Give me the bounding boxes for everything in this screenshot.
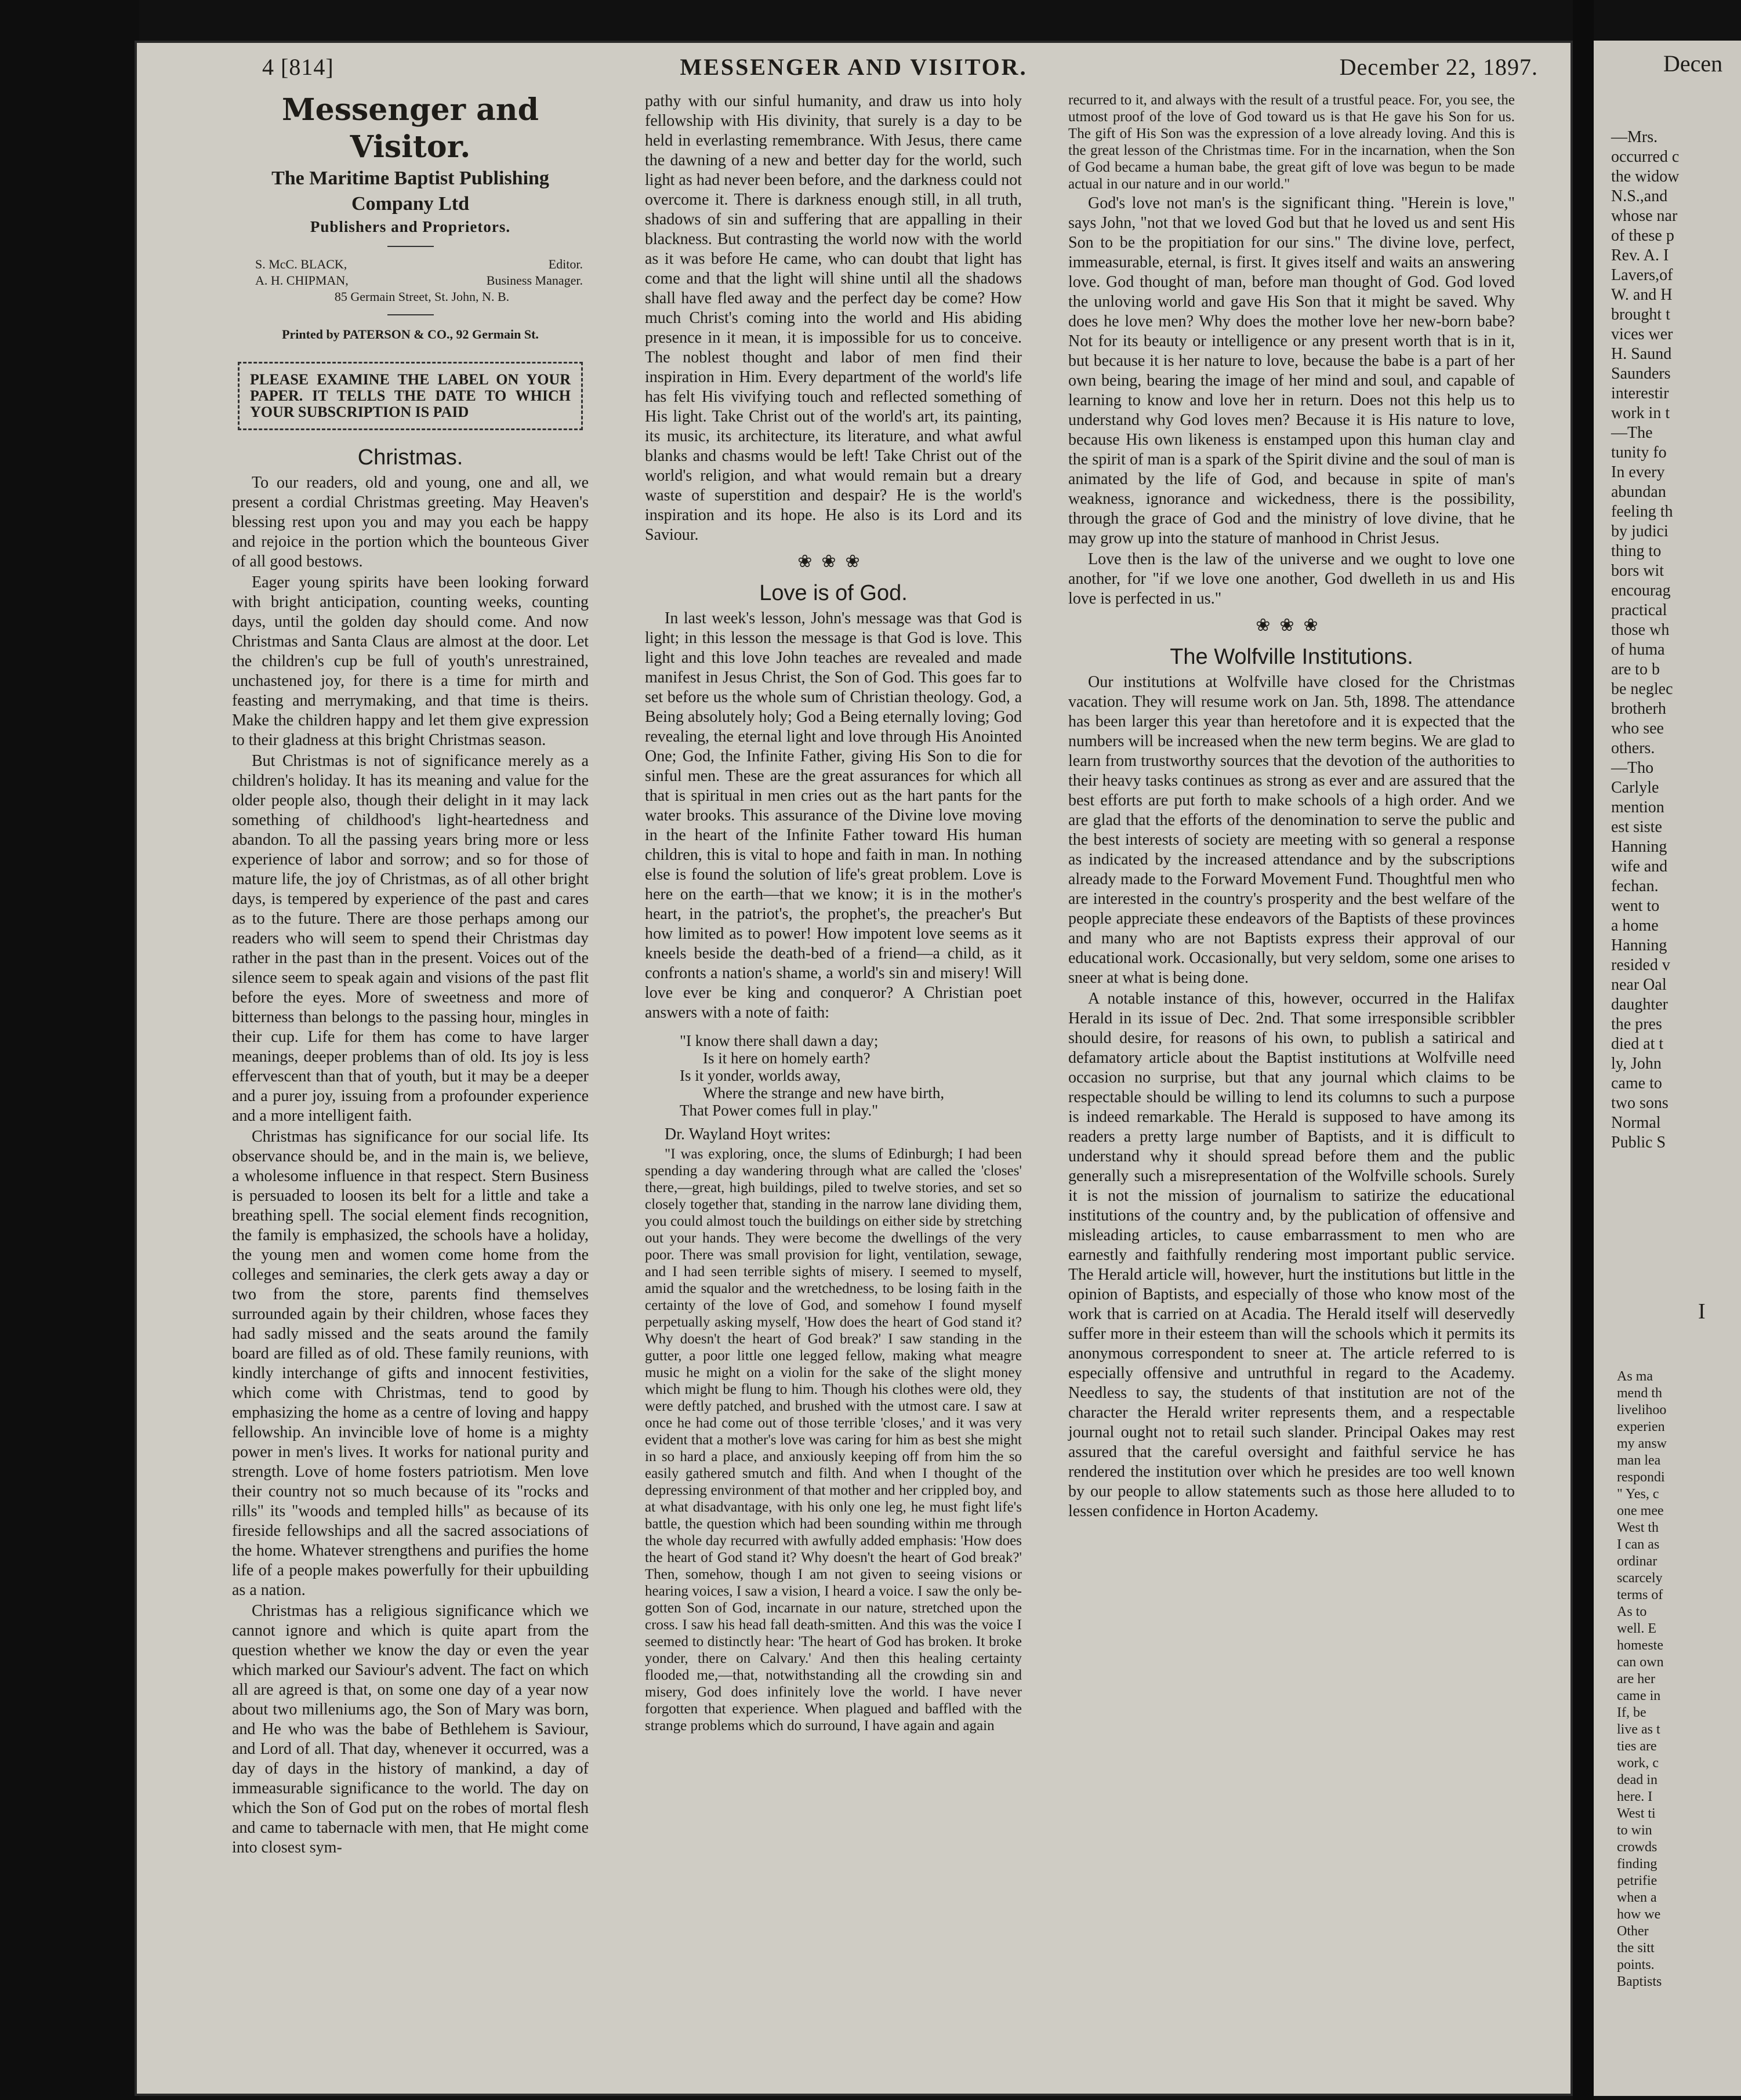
paper-title: Messenger and Visitor. xyxy=(282,92,539,165)
adjacent-line: Other xyxy=(1617,1924,1649,1939)
adjacent-line: wife and xyxy=(1611,858,1668,875)
adjacent-line: finding xyxy=(1617,1856,1657,1872)
adjacent-line: died at t xyxy=(1611,1035,1664,1053)
section-ornament: ❀❀❀ xyxy=(797,552,869,571)
adjacent-line: bors wit xyxy=(1611,562,1664,580)
adjacent-line: West ti xyxy=(1617,1806,1656,1821)
article-title-christmas: Christmas. xyxy=(357,445,463,470)
divider xyxy=(387,314,434,315)
adjacent-line: ordinar xyxy=(1617,1554,1657,1569)
adjacent-line: whose nar xyxy=(1611,207,1678,225)
adjacent-line: I can as xyxy=(1617,1537,1660,1552)
adjacent-line: est siste xyxy=(1611,818,1662,836)
page-number: 4 [814] xyxy=(262,54,334,80)
adjacent-line: terms of xyxy=(1617,1587,1663,1603)
paragraph: Christmas has significance for our social life. Its observance should be, and in the main is, we believe, a wholesome influence in that respect. Stern Business is persuaded to loosen its belt for a little and take a breathing spell. The social element finds recognition, the family is emphasized, the schools have a holiday, the young men and women come home from the colleges and seminaries, the clerk gets away a day or two from the store, parents find themselves surrounded again by their children, whose faces they had sadly missed and the seats around the family board are filled as of old. These family reunions, with kindly interchange of gifts and innocent festivities, which come with Christmas, tend to good by emphasizing the home as a centre of loving and happy fellowship. An invincible love of home is a mighty power in men's lives. It works for national purity and strength. Love of home fosters patriotism. Men love their country not so much because of its "rocks and rills" its "woods and templed hills" as because of its fireside fellowships and all the sacred associations of the home. Whatever strengthens and purifies the home life of a people makes powerfully for their upbuilding as a nation. xyxy=(232,1128,589,1599)
quotation-continued: recurred to it, and always with the result of a trustful peace. For, you see, the utmost proof of the love of God toward us is that He gave his Son for us. The gift of His Son was the expression of a love already loving. And this is the great lesson of the Christmas time. For in the incarnation, when the Son of God became a human babe, the great gift of love was begun to be made actual in our nature and in our world." xyxy=(1068,92,1515,192)
adjacent-line: by judici xyxy=(1611,522,1669,540)
column-3 xyxy=(1068,92,1515,1523)
editor-role: Editor. xyxy=(548,257,583,271)
paragraph: In last week's lesson, John's message was that God is light; in this lesson the message is that God is love. This light and this love John teaches are revealed and made manifest in Jesus Christ, the Son of God. This goes far to set before us the whole sum of Christian theology. God, a Being absolutely holy; God a Being eternally loving; God revealing, the eternal light and love through His Anointed One; God, the Infinite Father, giving His Son to die for sinful men. These are the great assurances for which all that is spiritual in men cries out as the hart pants for the water brooks. This assurance of the Divine love moving in the heart of the Infinite Father toward His human children, this is vital to hope and faith in man. In nothing else is found the solution of life's great problem. Love is here on the earth—that we know; it is in the mother's heart, in the patriot's, the prophet's, the preacher's But how limited as to power! How impotent love seems as it kneels beside the death-bed of a friend—a child, as it confronts a nation's shame, a world's sin and misery! Will love ever be king and conqueror? A Christian poet answers with a note of faith: xyxy=(645,609,1022,1022)
paragraph: Love then is the law of the universe and we ought to love one another, for "if we love one another, God dwelleth in us and His love is perfected in us." xyxy=(1068,550,1515,608)
section-ornament: ❀❀❀ xyxy=(1256,616,1327,635)
adjacent-line: man lea xyxy=(1617,1453,1661,1468)
manager-role: Business Manager. xyxy=(486,273,583,288)
adjacent-line: W. and H xyxy=(1611,286,1673,304)
adjacent-line: of these p xyxy=(1611,227,1674,245)
adjacent-line: when a xyxy=(1617,1890,1657,1905)
adjacent-line: well. E xyxy=(1617,1621,1656,1636)
paragraph: God's love not man's is the significant thing. "Herein is love," says John, "not that we loved God but that he loved us and sent His Son to be the propitiation for our sins." The divine love, perfect, immeasurable, eternal, is first. It gives itself and waits an answering love. God thought of man, before man thought of God. God loved the unloving world and gave His Son that it might be saved. Why does he love men? Why does the mother love her new-born babe? Not for its beauty or intelligence or any present worth that is in it, but because it is her nature to love, because the babe is a part of her own being, bearing the image of her mind and soul, and capable of learning to know and love her in return. Does not this help us to understand why God loves men? Because it is His nature to love, because His own likeness is enstamped upon this human clay and the spirit of man is a spark of the Spirit divine and the soul of man is animated by the life of God, and because in spite of man's weakness, ignorance and wickedness, there is the possibility, through the grace of God and the ministry of love divine, that he may grow up into the stature of manhood in Christ Jesus. xyxy=(1068,194,1515,547)
running-header xyxy=(135,45,1573,86)
poem-line: That Power comes full in play." xyxy=(680,1102,879,1119)
newspaper-page xyxy=(135,41,1573,2096)
adjacent-line: who see xyxy=(1611,720,1664,737)
adjacent-line: are to b xyxy=(1611,660,1660,678)
paragraph: Christmas has a religious significance which we cannot ignore and which is quite apart from the question whether we know the day or even the year which marked our Saviour's advent. The fact on which all are agreed is that, on some one day of a year now about two milleniums ago, the Son of Mary was born, and He who was the babe of Bethlehem is Saviour, and Lord of all. That day, whenever it occurred, was a day of days in the history of mankind, a day of immeasurable significance to the world. The day on which the Son of God put on the robes of mortal flesh and came to tabernacle with men, that He might come into closest sym- xyxy=(232,1602,589,1856)
printer-line: Printed by PATERSON & CO., 92 Germain St. xyxy=(282,327,539,341)
adjacent-line: interestir xyxy=(1611,384,1669,402)
adjacent-line: thing to xyxy=(1611,542,1662,560)
adjacent-line: As ma xyxy=(1617,1369,1653,1384)
adjacent-line: brotherh xyxy=(1611,700,1666,718)
adjacent-line: one mee xyxy=(1617,1503,1664,1518)
adjacent-column-small xyxy=(1617,1368,1741,1990)
adjacent-line: N.S.,and xyxy=(1611,187,1668,205)
adjacent-line: Hanning xyxy=(1611,838,1667,856)
adjacent-line: practical xyxy=(1611,601,1667,619)
adjacent-line: encourag xyxy=(1611,582,1671,600)
adjacent-line: points. xyxy=(1617,1957,1655,1972)
adjacent-line: scarcely xyxy=(1617,1571,1663,1586)
adjacent-line: livelihoo xyxy=(1617,1403,1667,1418)
paragraph-continued: pathy with our sinful humanity, and draw us into holy fellowship with His divinity, that surely is a day to be held in everlasting remembrance. With Jesus, there came the dawning of a new and better day for the world, such light as had never been before, and the darkness could not overcome it. There is darkness enough still, in all truth, shadows of sin and suffering that are appalling in their blackness. But contrasting the world now with the world as it was before He came, who can doubt that light has come and that the light will shine until all the shadows shall have fled away and the perfect day be come? How much Christ's coming into the world and His abiding presence in it mean, it is impossible for us to conceive. The noblest thought and labor of men find their inspiration in Him. Every department of the world's life has felt His vivifying touch and reflected something of His light. Take Christ out of the world's art, its painting, its music, its architecture, its literature, and what awful blanks and chasms would be left! Take Christ out of the world's religion, and what would remain but a dreary waste of superstition and despair? He is the world's inspiration and its hope. He also is its Lord and its Saviour. xyxy=(645,92,1022,544)
adjacent-line: those wh xyxy=(1611,621,1670,639)
adjacent-line: —The xyxy=(1611,424,1653,442)
article-title-wolfville: The Wolfville Institutions. xyxy=(1170,645,1413,669)
subscription-notice: PLEASE EXAMINE THE LABEL ON YOUR PAPER. IT TELLS THE DATE TO WHICH YOUR SUBSCRIPTION IS PAID xyxy=(238,362,583,430)
adjacent-line: dead in xyxy=(1617,1772,1657,1787)
adjacent-line: H. Saund xyxy=(1611,345,1672,363)
adjacent-line: " Yes, c xyxy=(1617,1487,1659,1502)
editor-name: S. McC. BLACK, xyxy=(255,257,347,271)
adjacent-line: Lavers,of xyxy=(1611,266,1673,284)
column-1 xyxy=(232,92,589,1859)
adjacent-line: fechan. xyxy=(1611,877,1659,895)
adjacent-line: resided v xyxy=(1611,956,1670,974)
adjacent-line: petrifie xyxy=(1617,1873,1657,1888)
adjacent-line: Saunders xyxy=(1611,365,1671,383)
adjacent-line: —Mrs. xyxy=(1611,128,1658,146)
adjacent-line: work, c xyxy=(1617,1756,1659,1771)
adjacent-line: live as t xyxy=(1617,1722,1660,1737)
adjacent-line: went to xyxy=(1611,897,1660,915)
publishers-line: Publishers and Proprietors. xyxy=(310,218,511,235)
adjacent-line: near Oal xyxy=(1611,976,1667,994)
adjacent-line: work in t xyxy=(1611,404,1670,422)
adjacent-line: Hanning xyxy=(1611,936,1667,954)
adjacent-line: experien xyxy=(1617,1419,1665,1434)
adjacent-line: In every xyxy=(1611,463,1665,481)
adjacent-line: occurred c xyxy=(1611,148,1680,166)
adjacent-line: Carlyle xyxy=(1611,779,1659,797)
adjacent-line: be neglec xyxy=(1611,680,1673,698)
adjacent-line: the widow xyxy=(1611,168,1680,186)
adjacent-line: If, be xyxy=(1617,1705,1646,1720)
paragraph: But Christmas is not of significance merely as a children's holiday. It has its meaning and value for the older people also, though their delight in it may lack something of childhood's light-heartedness and abandon. To all the passing years bring more or less experience of labor and sorrow; and so for those of mature life, the joy of Christmas, as of all other bright days, is tempered by experience of the past and cares as to the future. There are those perhaps among our readers who will seem to spend their Christmas day rather in the past than in the present. Voices out of the silence seem to speak again and visions of the past flit before the eyes. More of sweetness and more of bitterness than belongs to the passing hour, mingles in their cup. Life for them has come to have larger meanings, deeper problems than of old. Its joy is less effervescent than that of youth, but it may be a deeper and a purer joy, issuing from a profounder experience and a more intelligent faith. xyxy=(232,752,589,1125)
adjacent-line: Baptists xyxy=(1617,1974,1662,1989)
paragraph: Our institutions at Wolfville have closed for the Christmas vacation. They will resume work on Jan. 5th, 1898. The attendance has been larger this year than heretofore and it is expected that the numbers will be increased when the new term begins. We are glad to learn from trustworthy sources that the devotion of the authorities to their heavy tasks continues as strong as ever and are assured that the best efforts are put forth to make schools of a high order. And we are glad that the efforts of the denomination to serve the public and the best interests of society are meeting with so general a response as indicated by the increased attendance and by the subscriptions already made to the Forward Movement Fund. Thoughtful men who are interested in the country's prosperity and the best welfare of the people appreciate these endeavors of the Baptists of these provinces and many who are not Baptists express their approval of our educational work. Occasionally, but very seldom, some one arises to sneer at what is being done. xyxy=(1068,673,1515,987)
adjacent-line: Rev. A. I xyxy=(1611,246,1669,264)
adjacent-line: ly, John xyxy=(1611,1055,1662,1073)
adjacent-line: tunity fo xyxy=(1611,444,1667,462)
adjacent-line: brought t xyxy=(1611,306,1670,324)
adjacent-line: As to xyxy=(1617,1604,1647,1619)
adjacent-line: the pres xyxy=(1611,1015,1662,1033)
adjacent-line: daughter xyxy=(1611,995,1668,1013)
adjacent-line: how we xyxy=(1617,1907,1661,1922)
adjacent-line: abundan xyxy=(1611,483,1666,501)
manager-name: A. H. CHIPMAN, xyxy=(255,273,349,288)
adjacent-line: can own xyxy=(1617,1655,1664,1670)
adjacent-line: vices wer xyxy=(1611,325,1673,343)
adjacent-line: two sons xyxy=(1611,1094,1669,1112)
adjacent-line: West th xyxy=(1617,1520,1659,1535)
paragraph: To our readers, old and young, one and all, we present a cordial Christmas greeting. May Heaven's blessing rest upon you and may you each be happy and rejoice in the portion which the bounteous Giver of all good bestows. xyxy=(232,474,589,571)
poem xyxy=(680,1032,1022,1119)
adjacent-line: others. xyxy=(1611,739,1655,757)
adjacent-line: my answ xyxy=(1617,1436,1667,1451)
adjacent-line: crowds xyxy=(1617,1840,1657,1855)
adjacent-line: came to xyxy=(1611,1074,1662,1092)
adjacent-page-fragment xyxy=(1594,41,1741,2096)
adjacent-line: mention xyxy=(1611,798,1664,816)
adjacent-line: ties are xyxy=(1617,1739,1657,1754)
running-title: MESSENGER AND VISITOR. xyxy=(680,54,1028,80)
paragraph: A notable instance of this, however, occurred in the Halifax Herald in its issue of Dec. 2nd. That some irresponsible scribbler should desire, for reasons of his own, to publish a satirical and defamatory article about the Baptist institutions at Wolfville need occasion no surprise, but that any journal which claims to be respectable should be willing to lend its columns to such a purpose is indeed remarkable. The Herald is supposed to have among its readers a pretty large number of Baptists, and it is difficult to understand why it should spread before them and the public generally such a misrepresentation of the Wolfville schools. Surely it is not the mission of journalism to satirize the educational institutions of the country and, by the publication of offensive and misleading articles, to cause embarrassment to men who are earnestly and faithfully rendering most important public service. The Herald article will, however, hurt the institutions but little in the opinion of Baptists, and especially of those who know most of the work that is carried on at Acadia. The Herald itself will deservedly suffer more in their esteem than will the schools which it permits its anonymous correspondent to sneer at. The article referred to is especially offensive and untruthful in regard to the Academy. Needless to say, the students of that institution are not of the character the Herald writer represents them, and a respectable journal ought not to retail such slander. Principal Oakes may rest assured that the careful oversight and faithful service he has rendered the institution over which he presides are too well known by our people to allow statements such as those here alluded to to lessen confidence in Horton Academy. xyxy=(1068,990,1515,1520)
adjacent-header: Decen xyxy=(1663,50,1723,77)
quotation: "I was exploring, once, the slums of Edinburgh; I had been spending a day wandering through what are called the 'closes' there,—great, high buildings, piled to twelve stories, and set so closely together that, standing in the narrow lane dividing them, you could almost touch the buildings on either side by stretching out your hands. They were become the dwellings of the very poor. There was small provision for light, ventilation, sewage, and I had seen terrible sights of misery. I seemed to myself, amid the squalor and the wretchedness, to be losing faith in the certainty of the love of God, and somehow I found myself perpetually asking myself, 'How does the heart of God stand it? Why doesn't the heart of God break?' I saw standing in the gutter, a poor little one legged fellow, making what meagre music he might on a violin for the sake of the slight money which might be flung to him. Though his clothes were old, they were deftly patched, and brushed with the utmost care. I saw at once he had come out of those terrible 'closes,' and it was very evident that a mother's love was caring for him as best she might in so hard a place, and anxiously keeping off from him the so easily gathered smutch and filth. And when I thought of the depressing environment of that mother and her crippled boy, and at what disadvantage, with his only one leg, he must fight life's battle, the question which had been sounding within me through the whole day recurred with awfully added emphasis: 'How does the heart of God stand it? Why doesn't the heart of God break?' Then, somehow, though I am not given to seeing visions or hearing voices, I saw a vision, I heard a voice. I saw the only be-gotten Son of God, incarnate in our nature, stretched upon the cross. I saw his head fall death-smitten. And this was the voice I seemed to distinctly hear: 'The heart of God has broken. It broke yonder, there on Calvary.' And then this healing certainty flooded me,—that, notwithstanding all the crowding sin and misery, God does infinitely love the world. I have never forgotten that experience. When plagued and baffled with the strange problems which do surround, I have again and again xyxy=(645,1146,1022,1734)
adjacent-column xyxy=(1611,128,1741,1153)
adjacent-line: are her xyxy=(1617,1672,1655,1687)
adjacent-line: mend th xyxy=(1617,1386,1662,1401)
adjacent-line: respondi xyxy=(1617,1470,1665,1485)
poem-line: Where the strange and new have birth, xyxy=(703,1084,945,1102)
divider xyxy=(387,246,434,247)
scan-border xyxy=(0,0,139,2100)
paragraph: Eager young spirits have been looking forward with bright anticipation, counting weeks, counting days, until the golden day should come. And now Christmas and Santa Claus are almost at the door. Let the children's cup be full of youth's unrestrained, unchastened joy, for there is a time for mirth and feasting and merrymaking, and that time is theirs. Make the children happy and let them give expression to their gladness at this bright Christmas season. xyxy=(232,573,589,749)
article-title-love: Love is of God. xyxy=(759,581,908,605)
adjacent-line: feeling th xyxy=(1611,503,1673,521)
poem-line: Is it here on homely earth? xyxy=(703,1049,870,1067)
adjacent-line: here. I xyxy=(1617,1789,1653,1804)
page-gutter xyxy=(1573,0,1594,2100)
poem-line: Is it yonder, worlds away, xyxy=(680,1067,841,1084)
column-2 xyxy=(645,92,1022,1735)
adjacent-line: of huma xyxy=(1611,641,1665,659)
staff-list xyxy=(255,256,589,305)
adjacent-section-head: I xyxy=(1698,1299,1706,1324)
issue-date: December 22, 1897. xyxy=(1339,54,1538,80)
adjacent-line: Normal xyxy=(1611,1114,1661,1132)
adjacent-line: a home xyxy=(1611,917,1659,935)
adjacent-line: homeste xyxy=(1617,1638,1663,1653)
attribution: Dr. Wayland Hoyt writes: xyxy=(665,1125,831,1143)
adjacent-line: came in xyxy=(1617,1688,1661,1703)
office-address: 85 Germain Street, St. John, N. B. xyxy=(334,289,510,304)
poem-line: "I know there shall dawn a day; xyxy=(680,1032,879,1049)
adjacent-line: to win xyxy=(1617,1823,1652,1838)
company-name: The Maritime Baptist Publishing Company Ltd xyxy=(271,168,549,215)
adjacent-line: the sitt xyxy=(1617,1941,1655,1956)
adjacent-line: Public S xyxy=(1611,1133,1666,1151)
adjacent-line: —Tho xyxy=(1611,759,1654,777)
